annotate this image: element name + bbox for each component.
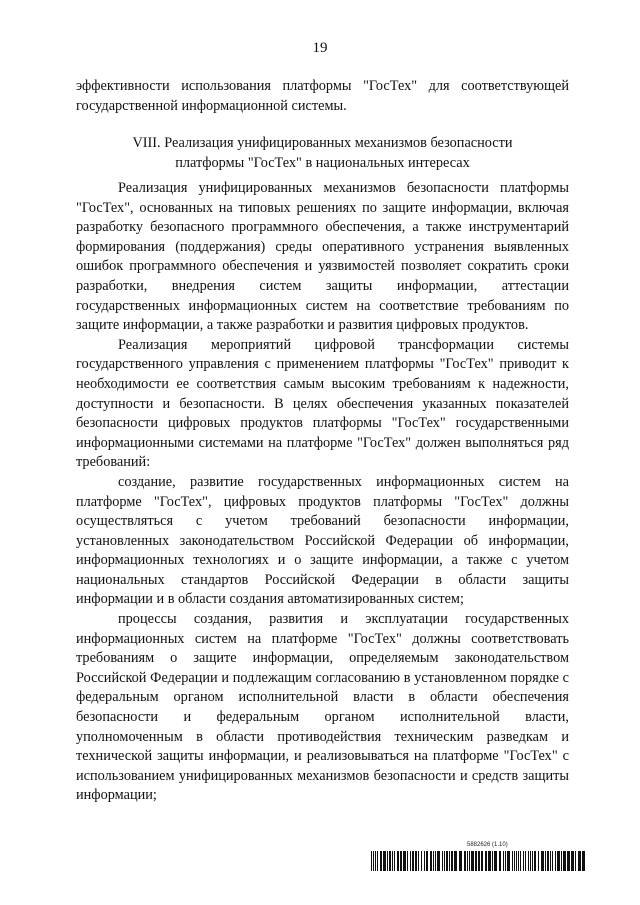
barcode-bar: [571, 851, 574, 871]
barcode-bar: [375, 851, 376, 871]
page-number: 19: [312, 40, 328, 56]
barcode-bar: [464, 851, 466, 871]
section-body: [76, 179, 569, 806]
barcode-bar: [371, 851, 372, 871]
barcode-bar: [389, 851, 391, 871]
barcode-bar: [430, 851, 432, 871]
barcode-bar: [459, 851, 462, 871]
barcode-bar: [394, 851, 395, 871]
barcode-bar: [532, 851, 533, 871]
barcode-bar: [538, 851, 539, 871]
paragraph-3: создание, развитие государственных информационных систем на платформе "ГосТех", цифровых продуктов платформы "ГосТех" должны осуществляться с учетом требований безопасности информации, установленных законодательством Российской Федерации об информации, информационных технологиях и о защите информации, а также с учетом национальных стандартов Российской Федерации в области защиты информации и в области создания автоматизированных систем;: [76, 473, 569, 608]
continuation-paragraph: [76, 77, 569, 116]
barcode-bar: [534, 851, 536, 871]
barcode-bar: [499, 851, 501, 871]
barcode-bar: [516, 851, 517, 871]
barcode-bar: [424, 851, 425, 871]
barcode-bar: [397, 851, 399, 871]
barcode-bar: [547, 851, 549, 871]
barcode-bar: [446, 851, 448, 871]
barcode-bar: [520, 851, 521, 871]
barcode-bar: [373, 851, 374, 871]
barcode-bar: [392, 851, 393, 871]
barcode-bar: [552, 851, 553, 871]
barcode-bar: [449, 851, 450, 871]
barcode-bar: [481, 851, 483, 871]
barcode-bar: [567, 851, 570, 871]
paragraph-2: Реализация мероприятий цифровой трансформации системы государственного управления с применением платформы "ГосТех" приводит к необходимости ее соответствия самым высоким требованиям к надежности, доступности и безопасности. В целях обеспечения указанных показателей безопасности цифровых продуктов платформы "ГосТех" государственными информационными системами на платформе "ГосТех" должен выполняться ряд требований:: [76, 336, 569, 471]
barcode-bar: [437, 851, 440, 871]
barcode-bar: [407, 851, 408, 871]
barcode-bar: [410, 851, 411, 871]
barcode-bar: [582, 851, 585, 871]
barcode-bar: [454, 851, 457, 871]
barcode-bar: [435, 851, 436, 871]
section-heading-line-1: VIII. Реализация унифицированных механизмов безопасности: [132, 135, 513, 151]
barcode-bar: [503, 851, 504, 871]
barcode-bar: [485, 851, 487, 871]
barcode-bar: [442, 851, 443, 871]
barcode-bar: [575, 851, 576, 871]
barcode-bar: [433, 851, 434, 871]
paragraph-4: процессы создания, развития и эксплуатации государственных информационных систем на платформе "ГосТех" должны соответствовать требованиям о защите информации, определяемым законодательством Российской Федерации и подлежащим согласованию в установленном порядке с федеральным органом исполнительной власти в области обеспечения безопасности и федеральным органом исполнительной власти, уполномоченным в области противодействия техническим разведкам и технической защиты информации, и реализовываться на платформе "ГосТех" с использованием унифицированных механизмов безопасности и средств защиты информации;: [76, 611, 569, 804]
continuation-text: эффективности использования платформы "ГосТех" для соответствующей государственной информационной системы.: [76, 78, 569, 114]
barcode-bar: [492, 851, 493, 871]
barcode-bar: [561, 851, 562, 871]
barcode-bar: [578, 851, 581, 871]
barcode-bar: [380, 851, 382, 871]
barcode-bar: [478, 851, 480, 871]
barcode-bar: [512, 851, 513, 871]
barcode-bar: [528, 851, 529, 871]
barcode-bar: [523, 851, 524, 871]
barcode-bar: [400, 851, 402, 871]
barcode-bar: [488, 851, 491, 871]
barcode-bar: [505, 851, 506, 871]
barcode-bar: [557, 851, 560, 871]
barcode-bar: [494, 851, 497, 871]
barcode: [371, 851, 587, 871]
section-heading: [76, 134, 569, 173]
barcode-bar: [403, 851, 406, 871]
paragraph-1: Реализация унифицированных механизмов безопасности платформы "ГосТех", основанных на типовых решениях по защите информации, включая разработку безопасного программного обеспечения, а также инструментарий формирования (поддержания) среды оперативного устранения выявленных ошибок программного обеспечения и уязвимостей позволяет сократить сроки разработки, внедрения систем защиты информации, аттестации государственных информационных систем на соответствие требованиям по защите информации, а также разработки и развития цифровых продуктов.: [76, 180, 569, 334]
barcode-bar: [469, 851, 470, 871]
barcode-bar: [475, 851, 477, 871]
barcode-bar: [444, 851, 445, 871]
barcode-bar: [421, 851, 422, 871]
barcode-bar: [530, 851, 531, 871]
barcode-bar: [415, 851, 417, 871]
barcode-bar: [563, 851, 566, 871]
barcode-bar: [451, 851, 453, 871]
barcode-bar: [545, 851, 546, 871]
barcode-bar: [387, 851, 388, 871]
barcode-bar: [377, 851, 378, 871]
barcode-bar: [426, 851, 428, 871]
barcode-bar: [541, 851, 544, 871]
barcode-bar: [467, 851, 468, 871]
barcode-bar: [514, 851, 515, 871]
barcode-bar: [525, 851, 526, 871]
barcode-bar: [412, 851, 414, 871]
section-heading-line-2: платформы "ГосТех" в национальных интересах: [175, 154, 470, 171]
barcode-label: 5882626 (1.10): [467, 842, 508, 848]
barcode-bar: [550, 851, 551, 871]
barcode-bar: [383, 851, 386, 871]
barcode-bar: [507, 851, 510, 871]
barcode-bar: [418, 851, 419, 871]
barcode-bar: [518, 851, 519, 871]
barcode-bar: [471, 851, 474, 871]
barcode-bar: [555, 851, 556, 871]
